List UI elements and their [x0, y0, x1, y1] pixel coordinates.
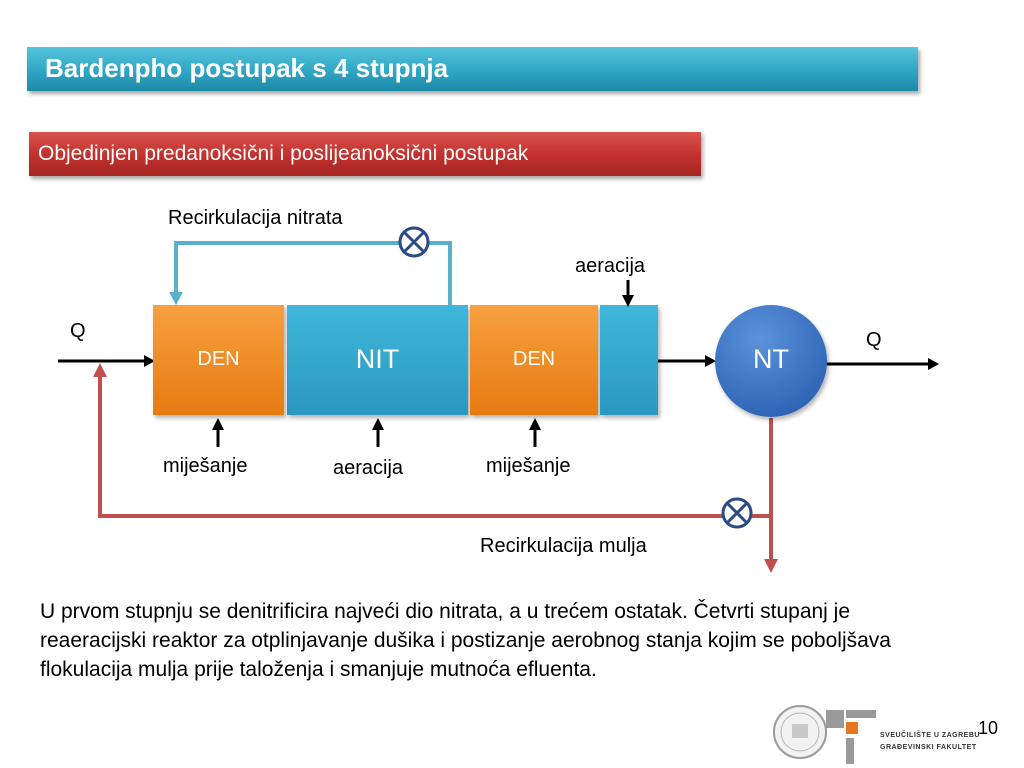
aeration-label-bottom: aeracija: [333, 457, 404, 479]
den-1-label: DEN: [197, 348, 240, 370]
slide-subtitle: Objedinjen predanoksični i poslijeanoksični postupak: [38, 142, 529, 165]
slide-title: Bardenpho postupak s 4 stupnja: [45, 53, 449, 83]
nit-label: NIT: [355, 344, 400, 374]
nt-label: NT: [753, 344, 789, 374]
logo-university-text: SVEUČILIŠTE U ZAGREBU: [880, 732, 980, 739]
page-number: 10: [978, 718, 999, 738]
faculty-logo-icon: [826, 710, 876, 764]
university-seal-icon: [774, 706, 826, 758]
outflow-arrow: [826, 358, 939, 370]
logo-faculty-text: GRAĐEVINSKI FAKULTET: [880, 744, 977, 751]
mixing-arrow-2: [529, 418, 541, 447]
den-2-label: DEN: [512, 348, 556, 370]
mixing-label-1: miješanje: [163, 455, 248, 477]
inflow-arrow: [58, 355, 155, 367]
nitrate-recirculation-label: Recirkulacija nitrata: [168, 207, 343, 229]
sludge-valve-icon: [723, 499, 751, 527]
outflow-q-label: Q: [866, 329, 882, 351]
aeration-label-top: aeracija: [575, 255, 646, 277]
mixing-arrow-1: [212, 418, 224, 447]
sludge-recirculation-label: Recirkulacija mulja: [480, 535, 647, 557]
nitrate-valve-icon: [400, 228, 428, 256]
connector-arrow: [658, 355, 716, 367]
inflow-q-label: Q: [70, 320, 86, 342]
reaeration-reactor: [600, 305, 658, 415]
aeration-down-arrow: [622, 280, 634, 307]
description-text: U prvom stupnju se denitrificira najveći dio nitrata, a u trećem ostatak. Četvrti stupanj je reaeracijski reaktor za otplinjavanje dušika i postizanje aerobnog stanja kojim se poboljšava flokulacija mulja prije taloženja i smanjuje mutnoća efluenta.: [40, 600, 891, 681]
aeration-arrow: [372, 418, 384, 447]
mixing-label-2: miješanje: [486, 455, 571, 477]
